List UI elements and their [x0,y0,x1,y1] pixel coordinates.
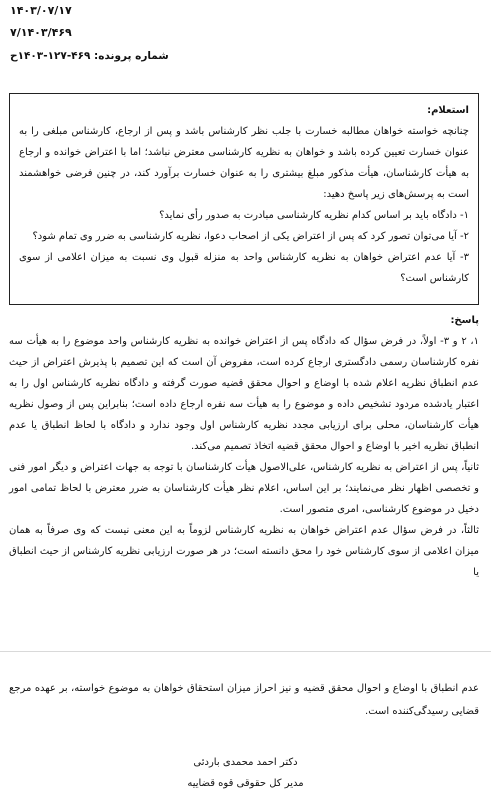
document-number: ۷/۱۴۰۳/۴۶۹ [10,26,72,39]
signatory-name: دکتر احمد محمدی باردئی [193,757,298,768]
question-item: ۲- آیا می‌توان تصور کرد که پس از اعتراض یکی از اصحاب دعوا، نظریه کارشناسی به ضرر وی تمام شود؟ [32,231,469,242]
question-title: استعلام: [427,105,469,116]
question-body: چنانچه خواسته خواهان مطالبه خسارت با جلب نظر کارشناس باشد و پس از ارجاع، کارشناس مبلغی را به عنوان خسارت تعیین کرده باشد و خواهان به نظریه کارشناسی معترض نباشد؛ اما با اعتراض خوانده و ارجاع به هیأت کارشناسان، هیأت مذکور مبلغ بیشتری را به عنوان خسارت برآورد کند، در چنین فرضی خواهشمند است به پرسش‌های زیر پاسخ دهید: [19,126,469,200]
page-divider [0,651,491,652]
signature-block [0,752,491,794]
answer-section [9,310,479,583]
answer-paragraph: ثالثاً، در فرض سؤال عدم اعتراض خواهان به نظریه کارشناس لزوماً به این معنی نیست که وی صرفاً به همان میزان اعلامی از سوی کارشناس خود را محق دانسته است؛ در هر صورت ارزیابی نظریه کارشناس از حیث انطباق یا [9,525,479,578]
answer-paragraph: ۱، ۲ و ۳- اولاً، در فرض سؤال که دادگاه پس از اعتراض خوانده به نظریه کارشناس واحد موضوع را به هیأت سه نفره کارشناسان رسمی دادگستری ارجاع کرده است، مفروض آن است که این تصمیم با پذیرش اعتراض از حیث عدم انطباق نظریه اعلام شده با اوضاع و احوال محقق قضیه صورت گرفته و دادگاه نظریه کارشناس اول را به اعتبار یادشده مردود تشخیص داده و موضوع را به هیأت سه نفره ارجاع داده است؛ بنابراین پس از وصول نظریه هیأت کارشناسان، محلی برای ارزیابی مجدد نظریه کارشناس اول وجود ندارد و دادگاه با لحاظ انطباق یا عدم انطباق نظریه اخیر با اوضاع و احوال محقق قضیه اتخاذ تصمیم می‌کند. [9,336,480,452]
question-box [9,93,479,305]
signatory-title: مدیر کل حقوقی قوه قضاییه [187,778,304,789]
answer-paragraph: ثانیاً، پس از اعتراض به نظریه کارشناس، علی‌الاصول هیأت کارشناسان با توجه به جهات اعتراض و دیگر امور فنی و تخصصی اظهار نظر می‌نمایند؛ بر این اساس، اعلام نظر هیأت کارشناسان به ضرر معترض با لحاظ تمامی امور دخیل در موضوع کارشناسی، امری متصور است. [9,462,479,515]
file-number: شماره پرونده: ۴۶۹-۱۲۷-۱۴۰۳ح [10,50,169,62]
answer-title: پاسخ: [450,315,479,326]
document-date: ۱۴۰۳/۰۷/۱۷ [10,4,72,17]
answer-continuation: عدم انطباق با اوضاع و احوال محقق قضیه و نیز احراز میزان استحقاق خواهان به موضوع خواسته، بر عهده مرجع قضایی رسیدگی‌کننده است. [9,683,479,717]
question-item: ۱- دادگاه باید بر اساس کدام نظریه کارشناسی مبادرت به صدور رأی نماید؟ [159,210,469,221]
question-item: ۳- آیا عدم اعتراض خواهان به نظریه کارشناس واحد به منزله قبول وی نسبت به میزان اعلامی از سوی کارشناس است؟ [19,252,469,284]
